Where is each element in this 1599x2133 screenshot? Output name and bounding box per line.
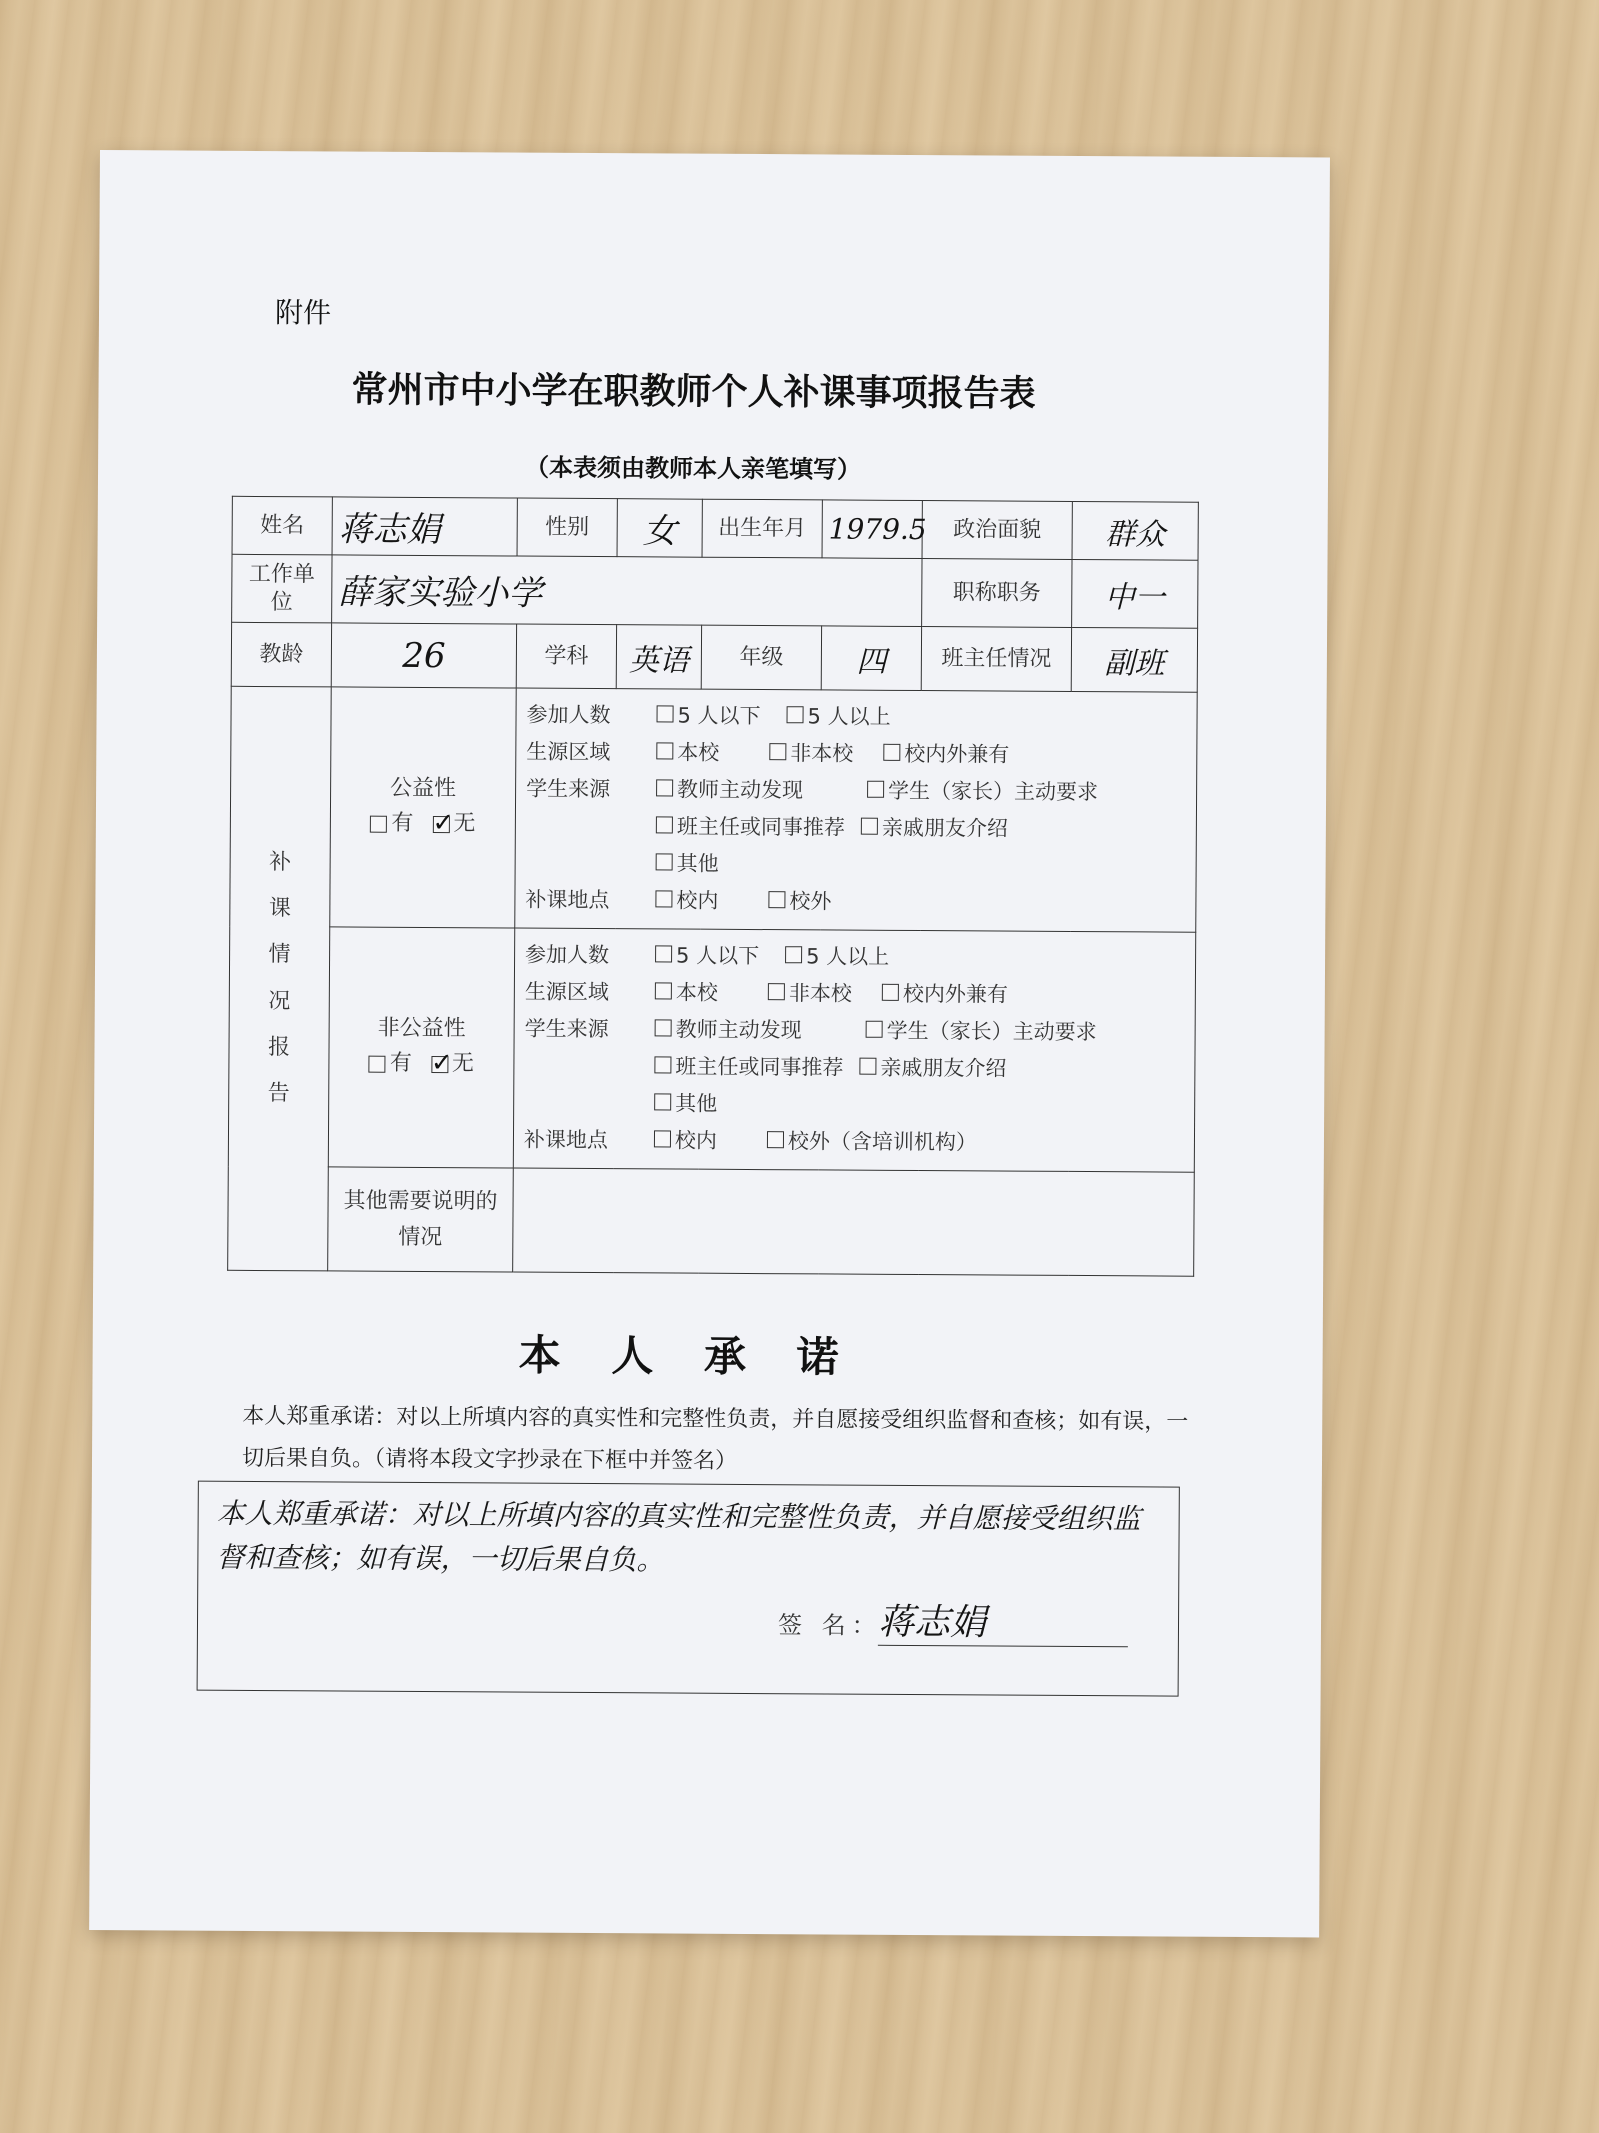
public-area-c[interactable]	[883, 737, 1009, 768]
public-area-row	[526, 732, 1186, 773]
nonpublic-area-b[interactable]	[768, 977, 852, 1008]
option-label: 校外（含培训机构）	[787, 1128, 978, 1154]
nonpublic-yes-label: 有	[389, 1051, 412, 1077]
head-teacher-label: 班主任情况	[921, 627, 1071, 692]
option-label: 5 人以下	[676, 943, 760, 968]
participants-label: 参加人数	[525, 942, 610, 967]
gender-label: 性别	[517, 498, 617, 557]
checked-checkbox-icon	[432, 816, 449, 833]
option-label: 教师主动发现	[675, 1017, 802, 1042]
grade-label: 年级	[701, 625, 821, 690]
public-source-c[interactable]	[656, 810, 845, 841]
nonpublic-label: 非公益性	[377, 1015, 466, 1042]
subject-label: 学科	[516, 624, 616, 689]
area-label: 生源区域	[526, 739, 611, 764]
checkbox-icon	[656, 853, 673, 870]
checkbox-icon	[787, 706, 804, 723]
public-options	[515, 688, 1197, 932]
sign-label: 签 名：	[777, 1611, 882, 1640]
option-label: 校内外兼有	[904, 741, 1010, 767]
option-label: 校内	[676, 888, 719, 913]
public-area-a[interactable]	[656, 736, 719, 766]
teaching-age-label: 教龄	[231, 622, 331, 687]
option-label: 本校	[675, 980, 718, 1005]
option-label: 5 人以下	[677, 703, 761, 728]
checkbox-icon	[866, 1021, 883, 1038]
option-label: 其他	[675, 1091, 718, 1116]
nonpublic-yes-checkbox[interactable]	[369, 1046, 412, 1081]
public-cell	[330, 687, 516, 928]
nonpublic-source-d[interactable]	[859, 1051, 1006, 1082]
option-label: 校外	[789, 888, 832, 913]
nonpublic-place-a[interactable]	[654, 1124, 717, 1154]
checkbox-icon	[654, 1130, 671, 1147]
public-source-a[interactable]	[656, 773, 803, 804]
checkbox-icon	[867, 781, 884, 798]
checked-checkbox-icon	[431, 1056, 448, 1073]
public-participants-b[interactable]	[787, 700, 891, 731]
nonpublic-options	[513, 928, 1195, 1172]
report-form-paper	[89, 150, 1330, 1937]
nonpublic-source-c[interactable]	[654, 1050, 843, 1081]
nonpublic-source-row-2	[524, 1046, 1184, 1087]
option-label: 亲戚朋友介绍	[881, 815, 1008, 841]
unit-field[interactable]: 薛家实验小学	[332, 555, 922, 627]
public-area-b[interactable]	[769, 737, 853, 768]
option-label: 校内	[674, 1128, 718, 1153]
option-label: 班主任或同事推荐	[675, 1054, 844, 1080]
birth-label: 出生年月	[702, 499, 822, 558]
nonpublic-cell	[328, 927, 514, 1168]
checkbox-icon	[654, 1056, 671, 1073]
checkbox-icon	[656, 816, 673, 833]
checkbox-icon	[769, 743, 786, 760]
nonpublic-area-row	[525, 972, 1185, 1013]
public-source-row-3	[526, 843, 1186, 884]
political-field[interactable]: 群众	[1072, 501, 1198, 560]
option-label: 学生（家长）主动要求	[888, 778, 1099, 804]
nonpublic-area-a[interactable]	[655, 976, 718, 1006]
promise-handwritten-copy: 本人郑重承诺：对以上所填内容的真实性和完整性负责，并自愿接受组织监督和查核；如有误，一切后果自负。	[216, 1496, 1141, 1577]
option-label: 5 人以上	[806, 943, 890, 969]
nonpublic-no-checkbox[interactable]	[431, 1046, 474, 1081]
checkbox-icon	[655, 982, 672, 999]
public-source-e[interactable]	[656, 847, 719, 877]
public-participants-a[interactable]	[656, 699, 760, 730]
checkbox-icon	[767, 1131, 784, 1148]
checkbox-icon	[768, 983, 785, 1000]
report-side-label	[228, 686, 332, 1271]
promise-text: 本人郑重承诺：对以上所填内容的真实性和完整性负责，并自愿接受组织监督和查核；如有误，一切后果自负。（请将本段文字抄录在下框中并签名）	[241, 1403, 1189, 1474]
checkbox-icon	[655, 945, 672, 962]
nonpublic-area-c[interactable]	[882, 977, 1008, 1008]
checkbox-icon	[768, 891, 785, 908]
title-label: 职称职务	[922, 559, 1072, 628]
nonpublic-source-a[interactable]	[655, 1013, 802, 1044]
option-label: 非本校	[788, 980, 852, 1006]
report-side-text: 补 课 情 况 报 告	[267, 849, 292, 1107]
option-label: 教师主动发现	[677, 777, 804, 802]
checkbox-icon	[369, 1055, 386, 1072]
unit-label: 工作单位	[232, 554, 332, 623]
nonpublic-source-row-3	[524, 1083, 1184, 1124]
other-field[interactable]	[513, 1168, 1195, 1276]
attachment-label: 附件	[274, 296, 332, 330]
teaching-age-field[interactable]: 26	[331, 623, 516, 688]
signature[interactable]: 蒋志娟	[878, 1594, 1128, 1648]
birth-field[interactable]: 1979.5	[822, 500, 922, 559]
nonpublic-participants-b[interactable]	[785, 940, 889, 971]
public-label: 公益性	[390, 776, 457, 802]
gender-field[interactable]: 女	[617, 499, 702, 558]
source-label: 学生来源	[526, 776, 611, 801]
option-label: 本校	[677, 740, 720, 765]
participants-label: 参加人数	[526, 702, 611, 727]
head-teacher-field[interactable]: 副班	[1071, 627, 1197, 692]
report-table	[227, 496, 1199, 1277]
name-field[interactable]: 蒋志娟	[332, 497, 517, 556]
checkbox-icon	[882, 984, 899, 1001]
promise-handwriting-box[interactable]	[197, 1481, 1180, 1697]
place-label: 补课地点	[523, 1127, 609, 1152]
checkbox-icon	[655, 890, 672, 907]
source-label: 学生来源	[524, 1016, 609, 1041]
nonpublic-source-row	[525, 1009, 1185, 1050]
option-label: 其他	[676, 851, 719, 876]
nonpublic-no-label: 无	[451, 1051, 475, 1077]
option-label: 非本校	[790, 740, 854, 766]
checkbox-icon	[785, 946, 802, 963]
public-no-label: 无	[453, 811, 476, 837]
promise-heading: 本 人 承 诺	[518, 1330, 857, 1382]
option-label: 学生（家长）主动要求	[886, 1018, 1097, 1044]
nonpublic-place-b[interactable]	[767, 1125, 977, 1156]
public-yes-label: 有	[391, 811, 414, 837]
form-title: 常州市中小学在职教师个人补课事项报告表	[351, 368, 1036, 415]
checkbox-icon	[370, 815, 387, 832]
form-subtitle: （本表须由教师本人亲笔填写）	[524, 452, 862, 484]
checkbox-icon	[656, 779, 673, 796]
public-no-checkbox[interactable]	[432, 806, 475, 841]
title-field[interactable]: 中一	[1072, 559, 1198, 628]
grade-field[interactable]: 四	[821, 626, 921, 691]
public-yes-checkbox[interactable]	[370, 806, 413, 841]
place-label: 补课地点	[525, 887, 610, 912]
public-source-d[interactable]	[861, 811, 1008, 842]
nonpublic-place-row	[524, 1120, 1184, 1161]
checkbox-icon	[655, 1019, 672, 1036]
nonpublic-participants-a[interactable]	[655, 939, 759, 970]
public-place-b[interactable]	[768, 885, 831, 915]
checkbox-icon	[654, 1093, 671, 1110]
public-place-row	[525, 880, 1185, 921]
option-label: 亲戚朋友介绍	[880, 1055, 1007, 1081]
name-label: 姓名	[232, 496, 332, 555]
area-label: 生源区域	[524, 979, 609, 1004]
option-label: 班主任或同事推荐	[676, 814, 845, 840]
public-source-b[interactable]	[867, 774, 1098, 805]
nonpublic-source-b[interactable]	[866, 1014, 1097, 1045]
checkbox-icon	[657, 705, 674, 722]
public-place-a[interactable]	[655, 884, 718, 914]
public-source-row	[526, 769, 1186, 810]
checkbox-icon	[861, 818, 878, 835]
checkbox-icon	[883, 744, 900, 761]
checkbox-icon	[859, 1058, 876, 1075]
option-label: 校内外兼有	[902, 981, 1008, 1007]
public-source-row-2	[526, 806, 1186, 847]
public-participants-row	[526, 695, 1186, 736]
nonpublic-source-e[interactable]	[654, 1087, 717, 1117]
checkbox-icon	[656, 742, 673, 759]
nonpublic-participants-row	[525, 935, 1185, 976]
other-label: 其他需要说明的情况	[328, 1167, 514, 1272]
subject-field[interactable]: 英语	[616, 625, 701, 690]
option-label: 5 人以上	[807, 703, 891, 729]
political-label: 政治面貌	[922, 501, 1072, 560]
